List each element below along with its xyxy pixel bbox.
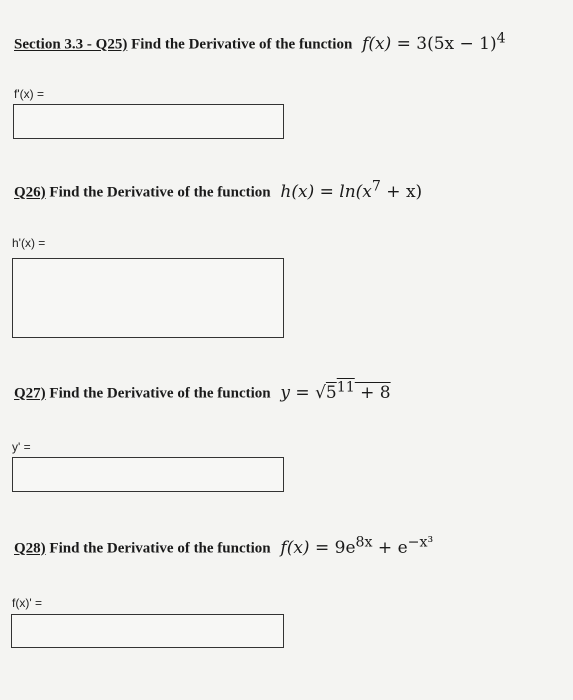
question-25 (14, 30, 506, 54)
answer-28-box[interactable] (11, 614, 284, 648)
question-28-number: Q28) (14, 540, 46, 557)
question-27-text: Find the Derivative of the function (49, 385, 271, 402)
question-27-formula: $y = √5^{11} + 8$ (280, 379, 391, 403)
question-26-formula: $h(x) = \ln(x^7 + x)$ (280, 178, 423, 202)
answer-25-label: f'(x) = (14, 87, 44, 101)
answer-28-input[interactable] (12, 615, 283, 647)
answer-26-input[interactable] (13, 259, 283, 337)
answer-26-label: h'(x) = (12, 236, 46, 250)
question-28-formula: $f(x) = 9e^{8x} + e^{-x^3}$ (280, 534, 434, 558)
question-26-number: Q26) (14, 184, 46, 201)
answer-27-label: y' = (12, 440, 31, 454)
question-28 (14, 534, 433, 558)
answer-27-input[interactable] (13, 458, 283, 491)
answer-25-box[interactable] (13, 104, 284, 139)
question-25-text: Find the Derivative of the function (131, 36, 353, 53)
answer-27-box[interactable] (12, 457, 284, 492)
question-28-text: Find the Derivative of the function (49, 540, 271, 557)
question-26-text: Find the Derivative of the function (49, 184, 271, 201)
question-27-number: Q27) (14, 385, 46, 402)
question-26 (14, 178, 422, 202)
question-25-number: Section 3.3 - Q25) (14, 36, 128, 53)
answer-28-label: f(x)' = (12, 596, 42, 610)
question-25-formula: $f(x) = 3(5x - 1)^4$ (362, 30, 506, 54)
question-27 (14, 379, 391, 403)
answer-25-input[interactable] (14, 105, 283, 138)
answer-26-box[interactable] (12, 258, 284, 338)
